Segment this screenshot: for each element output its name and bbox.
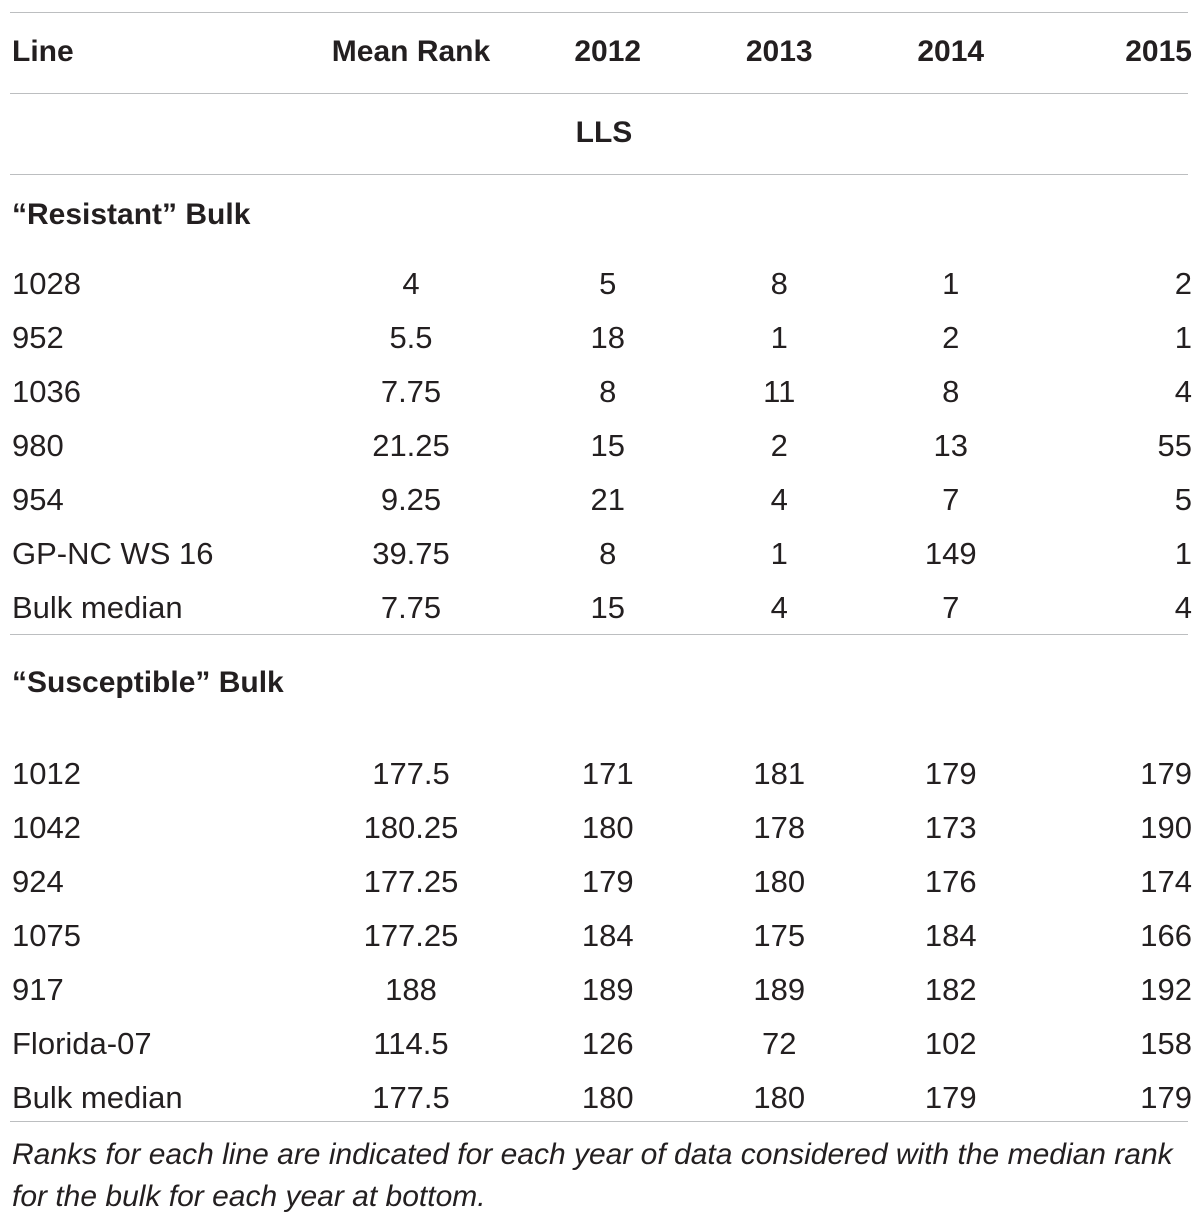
- cell-2013: 72: [762, 1026, 797, 1061]
- cell-2012: 179: [581, 864, 634, 899]
- cell-2012: 126: [581, 1026, 634, 1061]
- cell-2014: 102: [924, 1026, 977, 1061]
- cell-mean-rank: 177.5: [372, 1080, 450, 1115]
- cell-2013: 180: [753, 1080, 806, 1115]
- cell-mean-rank: 4: [402, 266, 420, 301]
- cell-2013: 4: [770, 482, 788, 517]
- cell-2012: 15: [590, 590, 625, 625]
- col-header-2013: 2013: [745, 35, 813, 68]
- cell-mean-rank: 21.25: [372, 428, 450, 463]
- cell-2014: 179: [924, 756, 977, 791]
- cell-2012: 171: [581, 756, 634, 791]
- table-row: [0, 311, 1200, 365]
- subheader-row: [0, 92, 1200, 173]
- cell-2015: 174: [1140, 864, 1192, 899]
- cell-mean-rank: 7.75: [380, 590, 442, 625]
- cell-2015: 4: [1174, 590, 1192, 625]
- cell-2013: 178: [753, 810, 806, 845]
- cell-mean-rank: 177.5: [372, 756, 450, 791]
- cell-2014: 184: [924, 918, 977, 953]
- header-row: [0, 12, 1200, 92]
- cell-2013: 1: [770, 320, 788, 355]
- table-footnote: Ranks for each line are indicated for each year of data considered with the median rank for the bulk for each year at bottom.: [12, 1138, 1173, 1213]
- cell-mean-rank: 177.25: [363, 864, 459, 899]
- cell-2014: 176: [924, 864, 977, 899]
- cell-line: 1028: [12, 266, 81, 301]
- cell-line: 1036: [12, 374, 81, 409]
- table-row: [0, 365, 1200, 419]
- cell-2015: 166: [1140, 918, 1192, 953]
- cell-2014: 2: [942, 320, 960, 355]
- cell-2015: 1: [1174, 536, 1192, 571]
- cell-mean-rank: 5.5: [389, 320, 433, 355]
- cell-2015: 55: [1157, 428, 1192, 463]
- cell-2013: 2: [770, 428, 788, 463]
- cell-2015: 4: [1174, 374, 1192, 409]
- col-header-2014: 2014: [917, 35, 985, 68]
- cell-2015: 158: [1140, 1026, 1192, 1061]
- col-header-line: Line: [12, 35, 74, 68]
- table-row: [0, 581, 1200, 635]
- cell-2013: 1: [770, 536, 788, 571]
- cell-2015: 179: [1140, 1080, 1192, 1115]
- table-row: [0, 1071, 1200, 1125]
- table-row: [0, 801, 1200, 855]
- cell-2014: 8: [942, 374, 960, 409]
- subheader-lls: LLS: [575, 115, 633, 149]
- table-row: [0, 963, 1200, 1017]
- cell-line: Florida-07: [12, 1026, 152, 1061]
- table-row: [0, 855, 1200, 909]
- cell-mean-rank: 180.25: [363, 810, 459, 845]
- section-title-susceptible: “Susceptible” Bulk: [12, 666, 284, 699]
- table-row: [0, 527, 1200, 581]
- cell-2013: 11: [763, 374, 796, 409]
- cell-2012: 15: [590, 428, 625, 463]
- cell-2015: 1: [1174, 320, 1192, 355]
- spacer-row: [0, 725, 1200, 747]
- cell-2015: 192: [1140, 972, 1192, 1007]
- cell-2012: 5: [599, 266, 617, 301]
- cell-2012: 180: [581, 810, 634, 845]
- cell-2013: 4: [770, 590, 788, 625]
- col-header-2015: 2015: [1125, 35, 1192, 68]
- cell-2014: 1: [942, 266, 960, 301]
- table-row: [0, 909, 1200, 963]
- table-row: [0, 747, 1200, 801]
- section-row-resistant: [0, 173, 1200, 257]
- table-row: [0, 257, 1200, 311]
- cell-2012: 180: [581, 1080, 634, 1115]
- cell-line: 954: [12, 482, 64, 517]
- cell-2012: 184: [581, 918, 634, 953]
- cell-mean-rank: 188: [385, 972, 437, 1007]
- cell-mean-rank: 114.5: [373, 1026, 449, 1061]
- cell-2014: 149: [924, 536, 977, 571]
- cell-2015: 190: [1140, 810, 1192, 845]
- cell-line: 1075: [12, 918, 81, 953]
- cell-2012: 18: [590, 320, 625, 355]
- cell-line: 1012: [12, 756, 81, 791]
- cell-2013: 181: [753, 756, 806, 791]
- cell-2013: 8: [770, 266, 788, 301]
- section-row-susceptible: [0, 641, 1200, 725]
- cell-2012: 8: [599, 536, 617, 571]
- cell-2013: 180: [753, 864, 806, 899]
- rank-table: [0, 12, 1200, 1125]
- cell-2013: 189: [753, 972, 806, 1007]
- cell-2012: 21: [590, 482, 625, 517]
- cell-mean-rank: 7.75: [380, 374, 442, 409]
- cell-2013: 175: [753, 918, 806, 953]
- cell-2015: 5: [1174, 482, 1192, 517]
- cell-line: 1042: [12, 810, 81, 845]
- cell-2014: 7: [942, 590, 960, 625]
- col-header-2012: 2012: [574, 35, 642, 68]
- cell-mean-rank: 9.25: [380, 482, 442, 517]
- cell-line: Bulk median: [12, 1080, 183, 1115]
- cell-2015: 2: [1174, 266, 1192, 301]
- cell-2012: 8: [599, 374, 617, 409]
- table-row: [0, 1017, 1200, 1071]
- cell-2014: 7: [942, 482, 960, 517]
- cell-2015: 179: [1140, 756, 1192, 791]
- cell-line: GP-NC WS 16: [12, 536, 214, 571]
- cell-line: Bulk median: [12, 590, 183, 625]
- cell-line: 952: [12, 320, 64, 355]
- table-row: [0, 473, 1200, 527]
- cell-2014: 179: [924, 1080, 977, 1115]
- col-header-mean-rank: Mean Rank: [331, 35, 491, 68]
- cell-line: 924: [12, 864, 64, 899]
- cell-mean-rank: 39.75: [372, 536, 450, 571]
- cell-line: 980: [12, 428, 64, 463]
- cell-2014: 13: [933, 428, 968, 463]
- cell-line: 917: [12, 972, 64, 1007]
- cell-2014: 182: [924, 972, 977, 1007]
- cell-mean-rank: 177.25: [363, 918, 459, 953]
- cell-2012: 189: [581, 972, 634, 1007]
- cell-2014: 173: [924, 810, 977, 845]
- table-row: [0, 419, 1200, 473]
- section-title-resistant: “Resistant” Bulk: [12, 198, 251, 231]
